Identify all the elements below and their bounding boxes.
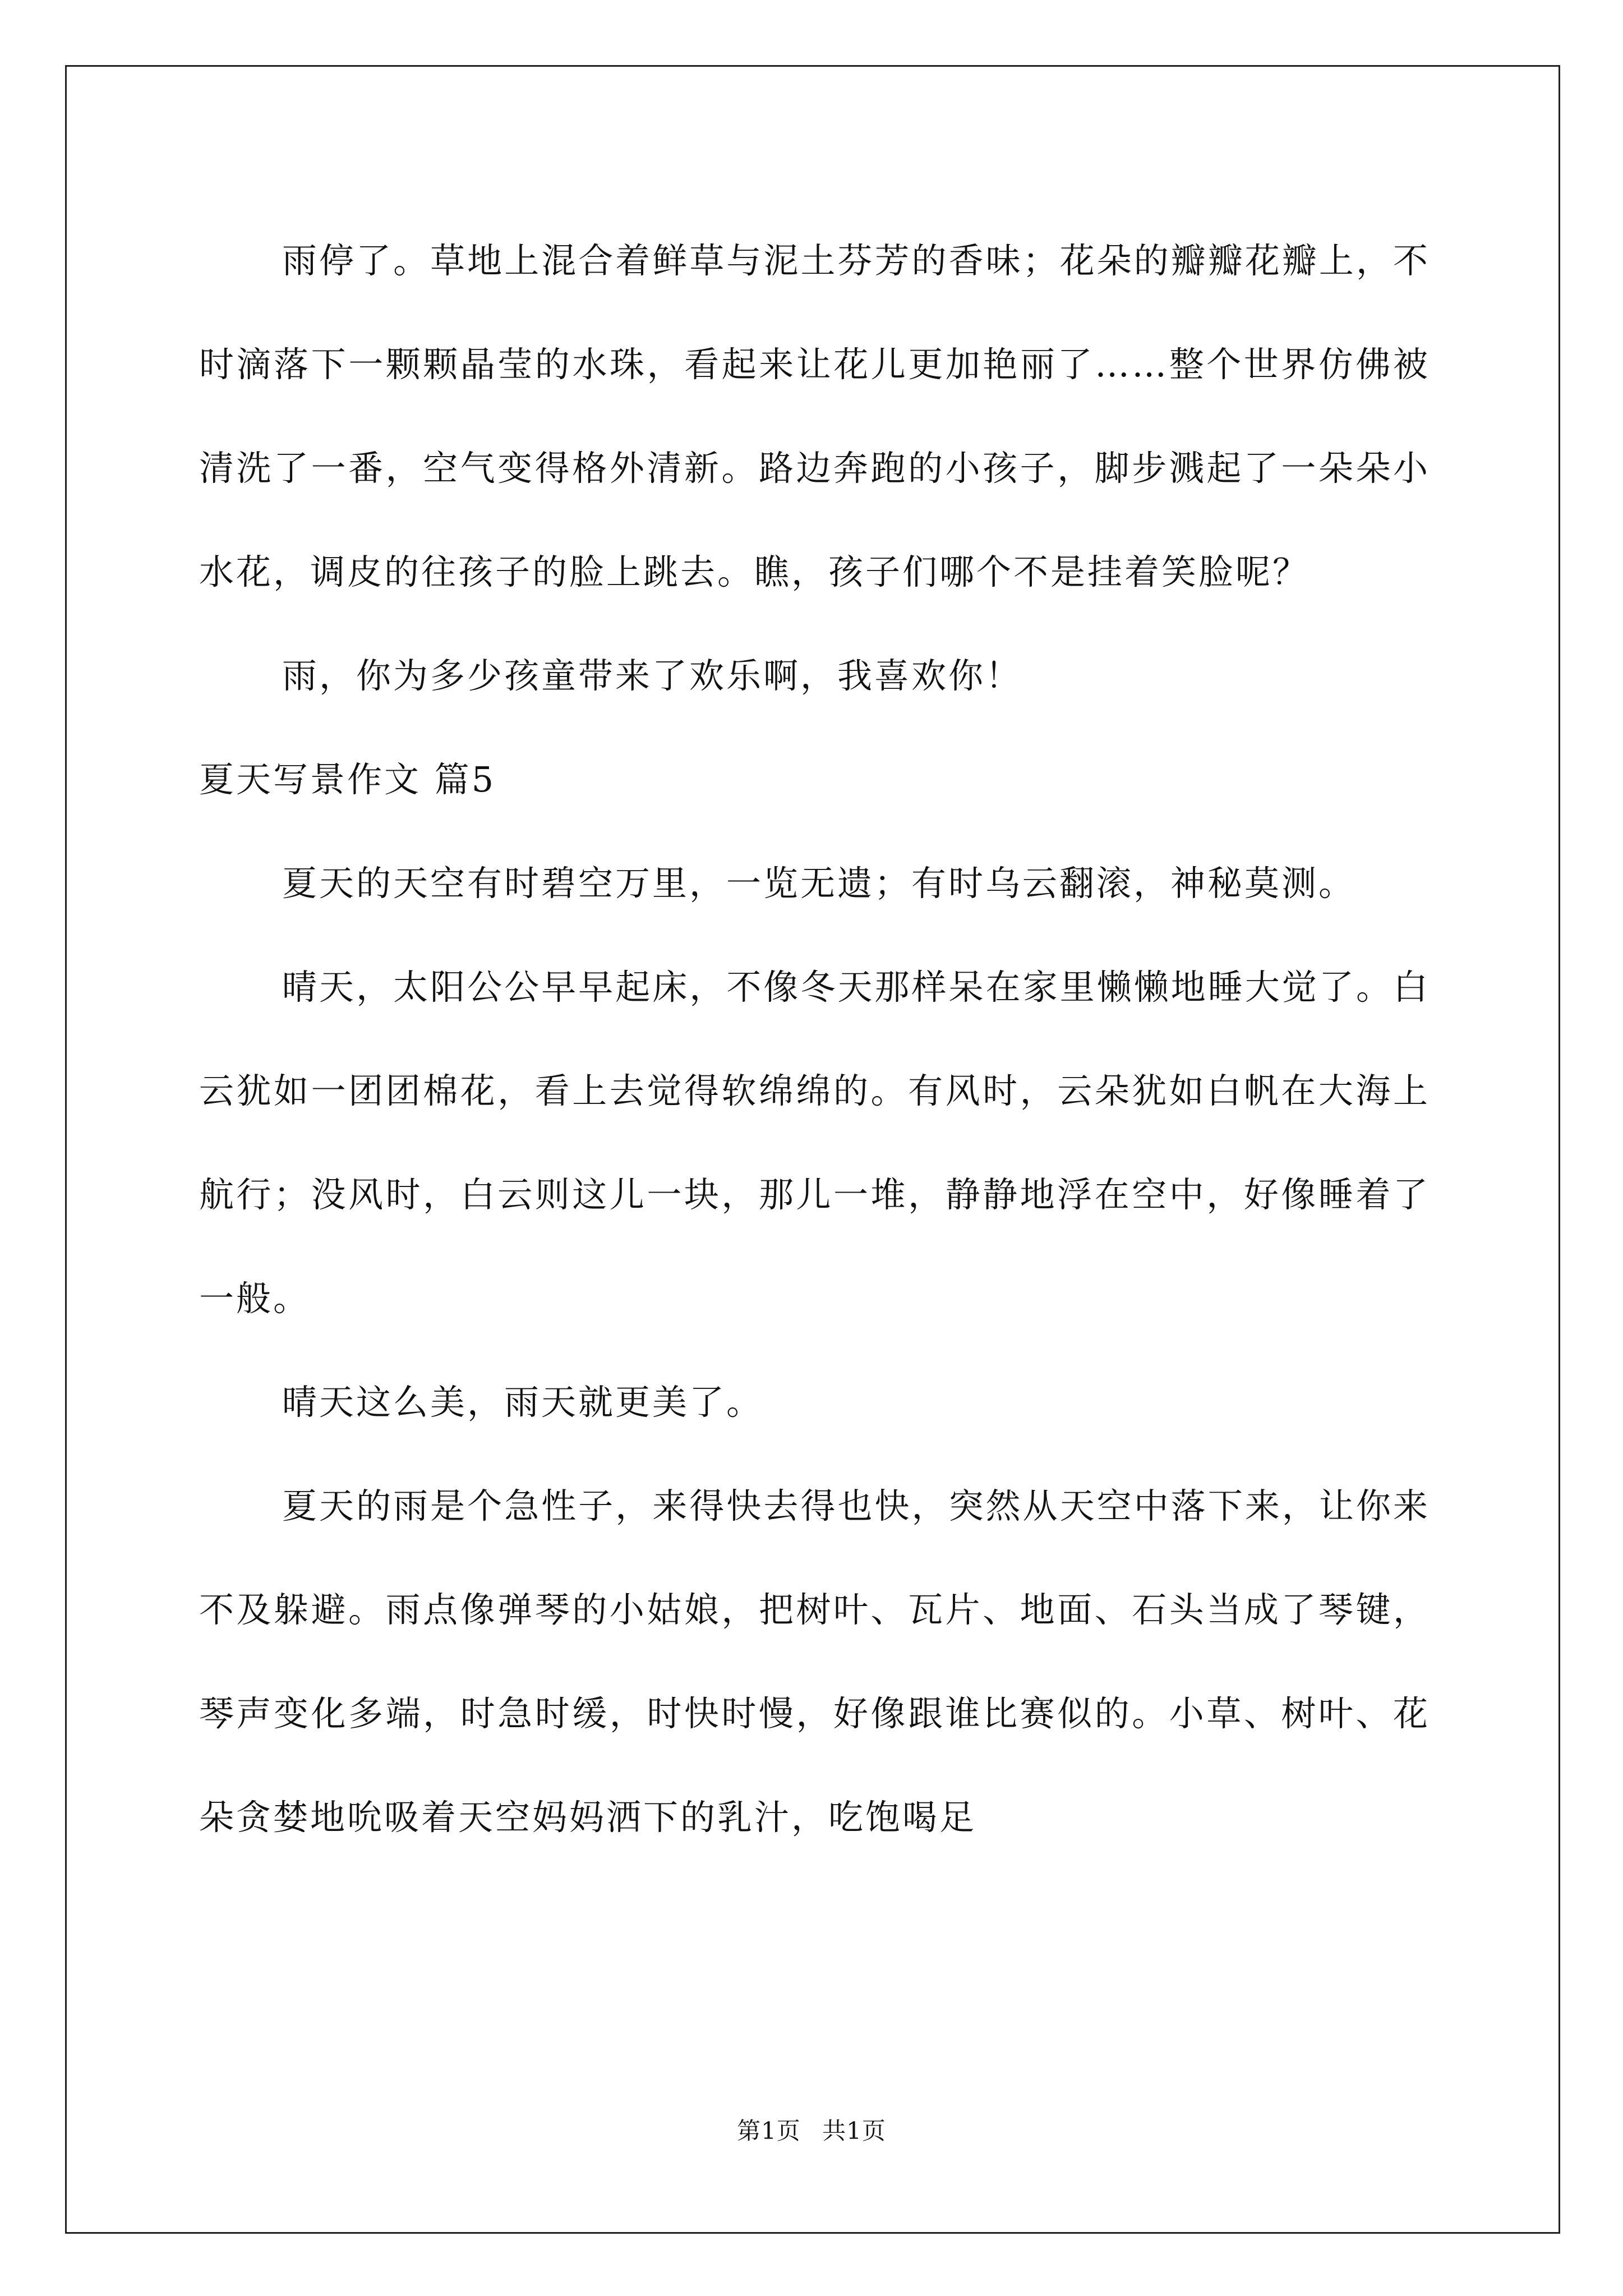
paragraph-rain-stopped: 雨停了。草地上混合着鲜草与泥土芬芳的香味；花朵的瓣瓣花瓣上，不时滴落下一颗颗晶莹的水珠，看起来让花儿更加艳丽了……整个世界仿佛被清洗了一番，空气变得格外清新。路边奔跑的小孩子，脚步溅起了一朵朵小水花，调皮的往孩子的脸上跳去。瞧，孩子们哪个不是挂着笑脸呢？ (199, 240, 1430, 592)
page-number-total: 共1页 (822, 2117, 886, 2145)
paragraph-rainy-more-beautiful: 晴天这么美，雨天就更美了。 (282, 1382, 764, 1423)
document-body (199, 209, 1430, 1869)
paragraph-summer-rain: 夏天的雨是个急性子，来得快去得也快，突然从天空中落下来，让你来不及躲避。雨点像弹琴的小姑娘，把树叶、瓦片、地面、石头当成了琴键，琴声变化多端，时急时缓，时快时慢，好像跟谁比赛似的。小草、树叶、花朵贪婪地吮吸着天空妈妈洒下的乳汁，吃饱喝足 (199, 1485, 1430, 1838)
section-heading: 夏天写景作文 篇5 (199, 759, 496, 800)
page-number-current: 第1页 (737, 2117, 801, 2145)
page-footer (0, 2113, 1623, 2146)
paragraph-summer-sky: 夏天的天空有时碧空万里，一览无遗；有时乌云翻滚，神秘莫测。 (282, 863, 1356, 904)
paragraph-sunny-day: 晴天，太阳公公早早起床，不像冬天那样呆在家里懒懒地睡大觉了。白云犹如一团团棉花，看上去觉得软绵绵的。有风时，云朵犹如白帆在大海上航行；没风时，白云则这儿一块，那儿一堆，静静地浮在空中，好像睡着了一般。 (199, 967, 1430, 1319)
paragraph-rain-joy: 雨，你为多少孩童带来了欢乐啊，我喜欢你！ (282, 655, 1023, 696)
